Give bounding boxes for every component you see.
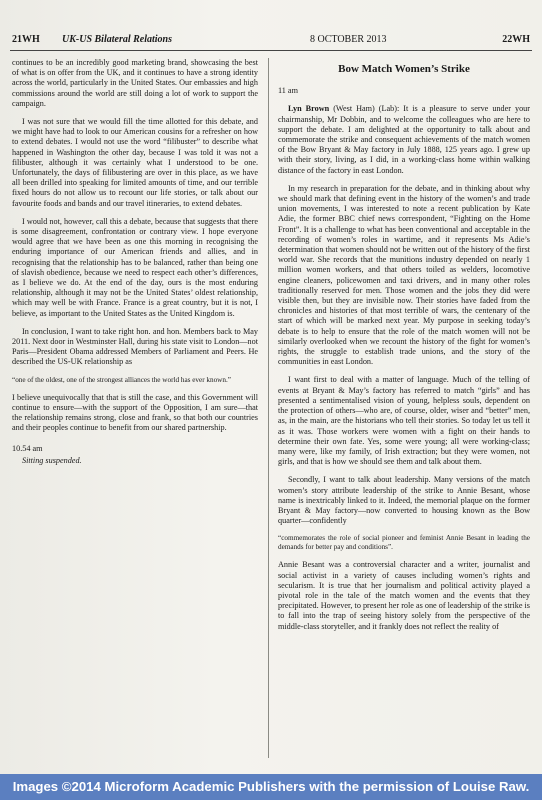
- paragraph: In my research in preparation for the debate, and in thinking about why we should mark that defining event in the history of the women’s and trade union movements, I was interested to note a recent publication by Kate Adie, the former BBC chief news correspondent, “Fighting on the Home Front”. It is a challenge to what has been conventional and acceptable in the recording of women’s roles in wartime, and it represents Ms Adie’s determination that women should not be written out of the history of the first world war. She records that the munitions industry depended on nearly 1 million women workers, and that others toiled as welders, locomotive engine cleaners, policewomen and taxi drivers, and in many other roles traditionally reserved for men. Those women and the jobs they did were visible then, but they are invisible now. Their stories have faded from the chronicles and histories of that most terrible of wars, the centenary of the start of which will be marked next year. My purpose in seeking today’s debate is to help to ensure that the role of the match women will not be similarly overlooked when we recount the history of the fight for women’s rights, the struggle to establish trade unions, and the story of the communities in east London.: [278, 183, 530, 367]
- paragraph: continues to be an incredibly good marketing brand, showcasing the best of what is on offer from the UK, and it continues to have a strong identity across the world, particularly in the United States. Our embassies and high commissions around the world are still doing a lot of work to support the campaign.: [12, 58, 258, 108]
- page-date: 8 OCTOBER 2013: [310, 34, 387, 45]
- paragraph: In conclusion, I want to take right hon. and hon. Members back to May 2011. Next door in Westminster Hall, during his state visit to London—not Paris—President Obama addressed Members of Parliament and Peers. He described the US-UK relationship as: [12, 326, 258, 367]
- paragraph: I was not sure that we would fill the time allotted for this debate, and we might have had to look to our American cousins for a refresher on how to extend debates. I would not use the word “filibuster” to describe what happened in Washington the other day, because I was told it was not a filibuster, although it was certainly what I understood to be one. Unfortunately, the days of filibustering are over in this place, as we have all been drilled into speaking for limited amounts of time, and our terrible fixed hours do not allow us to recount our life stories, or talk about our favourite foods and bands and our travel itineraries, to extend debates.: [12, 117, 258, 208]
- page-header: [10, 34, 532, 48]
- paragraph: [278, 104, 530, 175]
- paragraph: I want first to deal with a matter of language. Much of the telling of events at Bryant & May’s factory has referred to match “girls” and has presented a sentimentalised vision of young, helpless souls, dependent on the protection of others—who are, of course, older, wiser and “better” men, as, in the main, are the historians who tell their stories. So today let us tell it as it was. Those workers were women with a fight on their hands to determine their own fate. Yes, some were young; all were working-class; many were, like my family, of Irish extraction; but they were women, not girls, and that is how we should see them and talk about them.: [278, 375, 530, 467]
- debate-title: Bow Match Women’s Strike: [338, 63, 470, 75]
- column-divider: [268, 58, 269, 758]
- right-column: [278, 58, 530, 640]
- paragraph: Annie Besant was a controversial character and a writer, journalist and social activist in a variety of causes including women’s rights and secularism. It is true that her journalism and political activity played a pivotal role in the tale of the match women and the events that they precipitated. However, to present her role as one of leadership of the strike is to fall into the trap of seeing history solely from the perspective of the middle-class storyteller, and it frankly does not reflect the reality of: [278, 560, 530, 631]
- block-quote: “commemorates the role of social pioneer and feminist Annie Besant in leading the demands for better pay and conditions”.: [278, 534, 530, 552]
- left-page-number: 21WH: [12, 34, 40, 45]
- block-quote: “one of the oldest, one of the strongest alliances the world has ever known.”: [12, 375, 231, 384]
- sitting-suspended: Sitting suspended.: [22, 455, 82, 465]
- header-rule: [10, 50, 532, 51]
- paragraph: I believe unequivocally that that is still the case, and this Government will continue to ensure—with the support of the Opposition, I am sure—that the relationship remains strong, close and frank, so that both our countries and their peoples continue to benefit from our shared partnership.: [12, 392, 258, 433]
- image-credit-banner: Images ©2014 Microform Academic Publishers with the permission of Louise Raw.: [0, 774, 542, 800]
- time-stamp: 11 am: [278, 86, 298, 96]
- paragraph: Secondly, I want to talk about leadership. Many versions of the match women’s story attribute leadership of the strike to Annie Besant, whose name is inextricably linked to it. Indeed, the memorial plaque on the former Bryant & May factory—now converted to housing known as the Bow quarter—confidently: [278, 475, 530, 526]
- speech-text: (West Ham) (Lab): It is a pleasure to serve under your chairmanship, Mr Dobbin, and to welcome the colleagues who are here to support the debate. I am delighted at the opportunity to talk about and commemorate the strike and consequent achievements of the match women of the Bow Bryant & May factory in July 1888, 125 years ago. I grew up with their story, living, as I did, in a working-class home within walking distance of the factory in east London.: [278, 104, 530, 175]
- paragraph: I would not, however, call this a debate, because that suggests that there is some disagreement, confrontation or contrary view. I hope everyone would agree that we have been as one this morning in recognising the enduring importance of our American friends and allies, and in recognising that the relationship has to be balanced, rather than being one of slavish obedience, because we need to respect each other’s differences, as I believe we do. At the end of the day, ours is the most enduring relationship, although it may not be the United States’ oldest relationship, which may well be with France. France is a great country, but it is not, I believe, as important to the United States as the United Kingdom is.: [12, 216, 258, 318]
- right-page-number: 22WH: [502, 34, 530, 45]
- running-title: UK-US Bilateral Relations: [62, 34, 173, 45]
- time-stamp: 10.54 am: [12, 443, 43, 453]
- speaker-name: Lyn Brown: [288, 104, 330, 114]
- left-column: [12, 58, 258, 466]
